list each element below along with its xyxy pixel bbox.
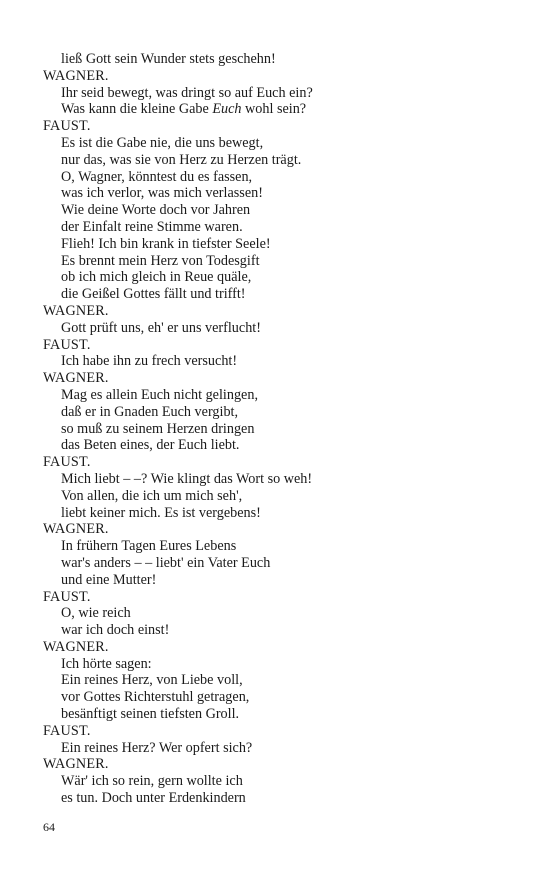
verse-line: Wie deine Worte doch vor Jahren	[61, 202, 251, 219]
verse-line: Wär' ich so rein, gern wollte ich	[61, 773, 243, 790]
speaker-name: WAGNER.	[43, 302, 109, 319]
speaker-name: WAGNER.	[43, 67, 109, 84]
emphasized-word: Euch	[212, 101, 242, 118]
verse-line: was ich verlor, was mich verlassen!	[61, 185, 263, 202]
verse-line: Von allen, die ich um mich seh',	[61, 487, 243, 504]
play-text	[43, 51, 513, 807]
verse-line: so muß zu seinem Herzen dringen	[61, 420, 255, 437]
verse-line: nur das, was sie von Herz zu Herzen trägt.	[61, 151, 302, 168]
speaker-name: FAUST.	[43, 454, 91, 471]
speaker-name: FAUST.	[43, 118, 91, 135]
verse-line: war's anders – – liebt' ein Vater Euch	[61, 554, 271, 571]
verse-line: Ein reines Herz, von Liebe voll,	[61, 672, 243, 689]
verse-line: Ich habe ihn zu frech versucht!	[61, 353, 238, 370]
speaker-name: WAGNER.	[43, 756, 109, 773]
verse-line: Ein reines Herz? Wer opfert sich?	[61, 739, 253, 756]
speaker-name: WAGNER.	[43, 521, 109, 538]
verse-line: Gott prüft uns, eh' er uns verflucht!	[61, 319, 261, 336]
verse-text: Was kann die kleine Gabe	[61, 101, 213, 118]
speaker-name: FAUST.	[43, 336, 91, 353]
verse-line: und eine Mutter!	[61, 571, 157, 588]
verse-line: es tun. Doch unter Erdenkindern	[61, 790, 246, 807]
verse-line: das Beten eines, der Euch liebt.	[61, 437, 240, 454]
verse-line: In frühern Tagen Eures Lebens	[61, 538, 237, 555]
verse-line: Ich hörte sagen:	[61, 655, 152, 672]
verse-line: Mag es allein Euch nicht gelingen,	[61, 386, 258, 403]
verse-text: wohl sein?	[241, 101, 307, 118]
speaker-name: WAGNER.	[43, 638, 109, 655]
verse-line: Mich liebt – –? Wie klingt das Wort so weh!	[61, 470, 313, 487]
speaker-name: WAGNER.	[43, 370, 109, 387]
verse-line: O, wie reich	[61, 605, 131, 622]
verse-line: O, Wagner, könntest du es fassen,	[61, 168, 253, 185]
verse-line: Es brennt mein Herz von Todesgift	[61, 252, 260, 269]
verse-line: der Einfalt reine Stimme waren.	[61, 218, 243, 235]
verse-line: ob ich mich gleich in Reue quäle,	[61, 269, 252, 286]
speaker-name: FAUST.	[43, 722, 91, 739]
speaker-name: FAUST.	[43, 588, 91, 605]
verse-line: Es ist die Gabe nie, die uns bewegt,	[61, 134, 264, 151]
verse-line: liebt keiner mich. Es ist vergebens!	[61, 504, 261, 521]
verse-line: ließ Gott sein Wunder stets geschehn!	[61, 51, 276, 67]
verse-line: Flieh! Ich bin krank in tiefster Seele!	[61, 235, 271, 252]
verse-line: war ich doch einst!	[61, 622, 170, 639]
verse-line	[43, 101, 513, 118]
page-number: 64	[43, 820, 55, 834]
verse-line: die Geißel Gottes fällt und trifft!	[61, 286, 246, 303]
verse-line: vor Gottes Richterstuhl getragen,	[61, 689, 250, 706]
verse-line: daß er in Gnaden Euch vergibt,	[61, 403, 239, 420]
verse-line: besänftigt seinen tiefsten Groll.	[61, 706, 240, 723]
verse-line: Ihr seid bewegt, was dringt so auf Euch ein?	[61, 84, 313, 101]
